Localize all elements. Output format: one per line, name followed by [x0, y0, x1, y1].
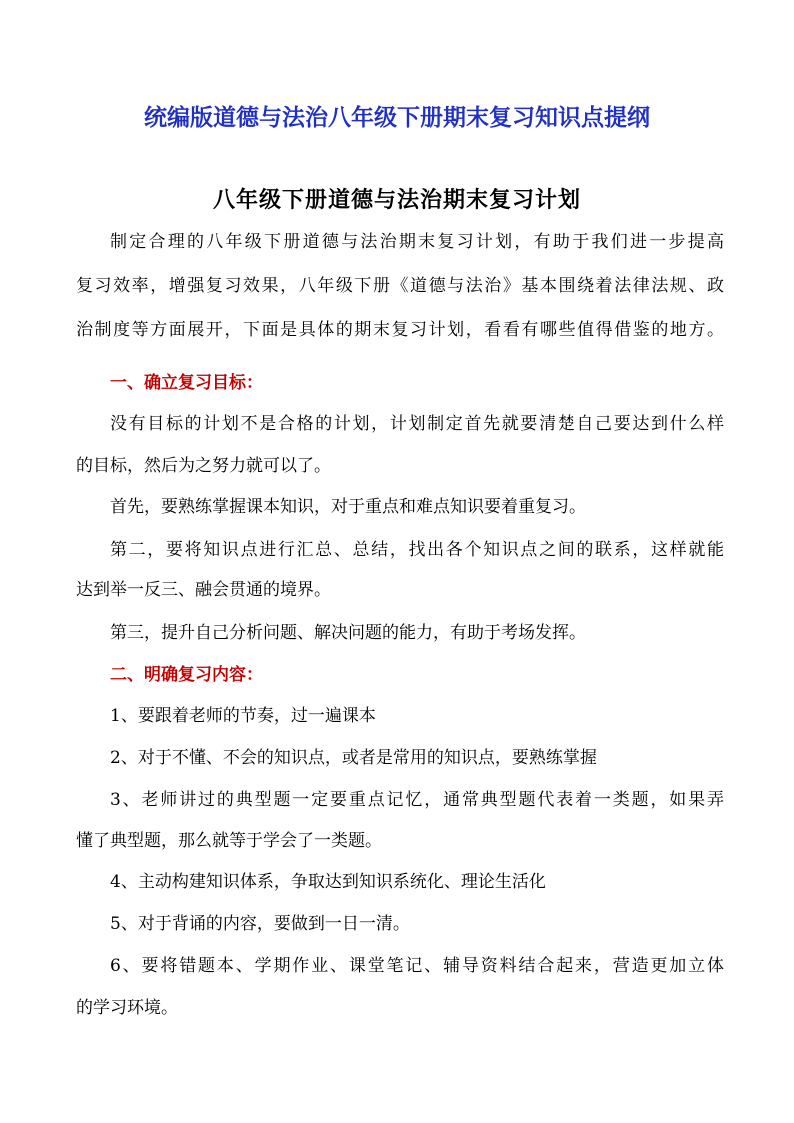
section1-para3-line2: 达到举一反三、融会贯通的境界。	[76, 580, 331, 600]
section1-para3-line1: 第二，要将知识点进行汇总、总结，找出各个知识点之间的联系，这样就能	[110, 540, 724, 560]
section1-para2: 首先，要熟练掌握课本知识，对于重点和难点知识要着重复习。	[110, 497, 586, 517]
section2-item-3-line1: 3、老师讲过的典型题一定要重点记忆，通常典型题代表着一类题，如果弄	[110, 790, 724, 810]
section2-item-6-line1: 6、要将错题本、学期作业、课堂笔记、辅导资料结合起来，营造更加立体	[110, 956, 724, 976]
document-title: 统编版道德与法治八年级下册期末复习知识点提纲	[144, 105, 650, 131]
section2-item-4: 4、主动构建知识体系，争取达到知识系统化、理论生活化	[110, 872, 546, 892]
section2-item-2: 2、对于不懂、不会的知识点，或者是常用的知识点，要熟练掌握	[110, 748, 597, 768]
section1-para4: 第三，提升自己分析问题、解决问题的能力，有助于考场发挥。	[110, 623, 586, 643]
section1-para1-line2: 的目标，然后为之努力就可以了。	[76, 456, 331, 476]
section1-para1-line1: 没有目标的计划不是合格的计划，计划制定首先就要清楚自己要达到什么样	[110, 414, 724, 434]
section2-item-1: 1、要跟着老师的节奏，过一遍课本	[110, 706, 376, 726]
section2-item-5: 5、对于背诵的内容，要做到一日一清。	[110, 914, 410, 934]
section2-item-3-line2: 懂了典型题，那么就等于学会了一类题。	[76, 831, 382, 851]
intro-line-1: 制定合理的八年级下册道德与法治期末复习计划，有助于我们进一步提高	[110, 232, 724, 252]
section2-item-6-line2: 的学习环境。	[76, 998, 178, 1018]
section1-heading: 一、确立复习目标：	[110, 373, 263, 393]
section2-heading: 二、明确复习内容：	[110, 665, 263, 685]
intro-line-2: 复习效率，增强复习效果，八年级下册《道德与法治》基本围绕着法律法规、政	[76, 276, 724, 296]
section-subtitle: 八年级下册道德与法治期末复习计划	[212, 187, 581, 213]
intro-line-3: 治制度等方面展开，下面是具体的期末复习计划，看看有哪些值得借鉴的地方。	[76, 320, 724, 340]
